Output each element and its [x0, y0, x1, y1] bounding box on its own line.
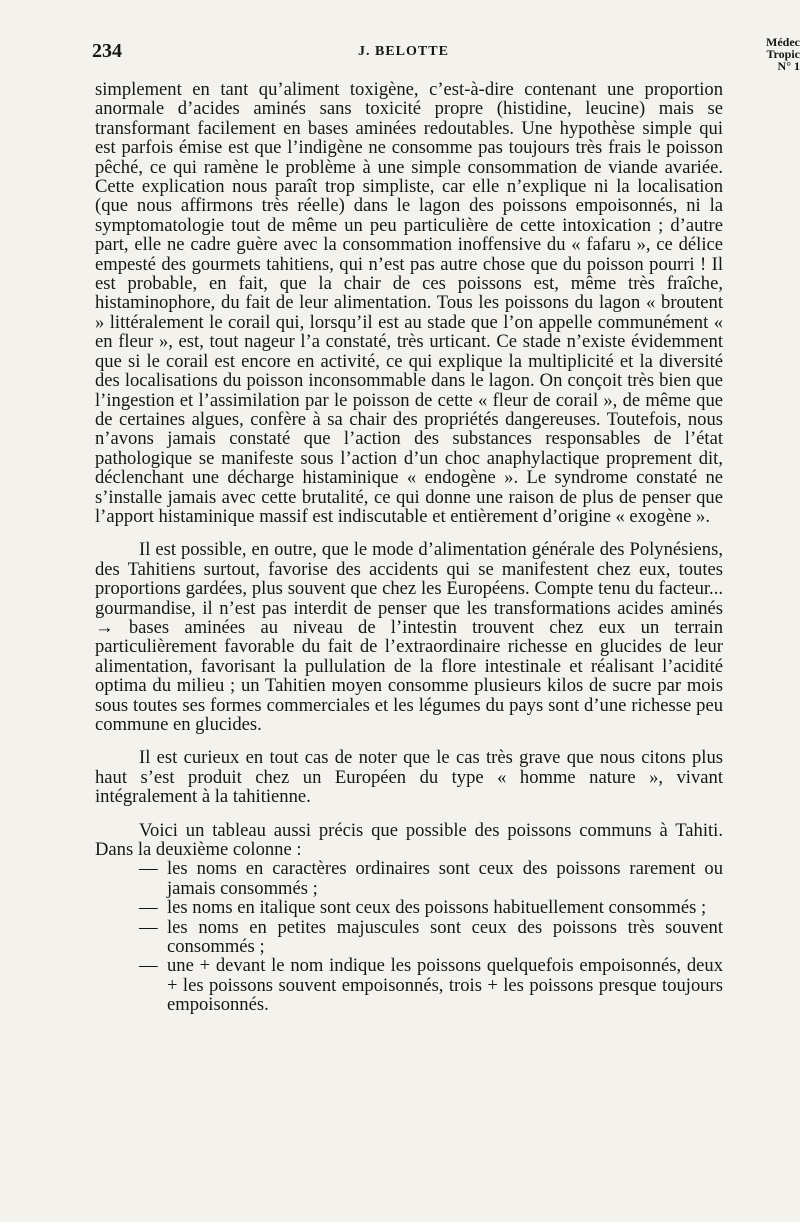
paragraph-table-intro: Voici un tableau aussi précis que possible des poissons communs à Tahiti. Dans la deuxième colonne :	[95, 819, 723, 861]
list-item	[95, 956, 723, 1014]
dash-bullet: —	[139, 897, 158, 919]
dash-bullet: —	[139, 955, 158, 977]
list-item-text: une + devant le nom indique les poissons quelquefois empoisonnés, deux + les poissons souvent empoisonnés, trois + les poissons presque toujours empoisonnés.	[167, 955, 723, 1016]
article-body	[95, 80, 723, 1015]
journal-ref-line: N° 1	[777, 59, 800, 72]
journal-reference	[742, 36, 800, 72]
journal-ref-line: Médec	[766, 36, 800, 49]
page-header	[0, 36, 800, 76]
list-item	[95, 859, 723, 898]
paragraph-continued: simplement en tant qu’aliment toxigène, c’est-à-dire contenant une proportion anormale d’acides aminés sans toxicité propre (histidine, leucine) mais se transformant facilement en bases aminées redoutables. Une hypothèse simple qui est parfois émise est que l’indigène ne consomme pas toujours très frais le poisson pêché, ce qui ramène le problème à une simple consommation de viande avariée. Cette explication nous paraît trop simpliste, car elle n’explique ni la localisation (que nous affirmons très réelle) dans le lagon des poissons empoisonnés, ni la symptomatologie tout de même un peu particulière de cette intoxication ; d’autre part, elle ne cadre guère avec la consommation inoffensive du « fafaru », ce délice empesté des gourmets tahitiens, qui n’est pas autre chose que du poisson pourri ! Il est probable, en fait, que la chair de ces poissons est, même très fraîche, histaminophore, du fait de leur alimentation. Tous les poissons du lagon « broutent » littéralement le corail qui, lorsqu’il est au stade que l’on appelle communément « en fleur », est, tout nageur l’a constaté, très urticant. Ce stade n’existe évidemment que si le corail est encore en activité, ce qui explique la multiplicité et la diversité des localisations du poisson inconsommable dans le lagon. On conçoit très bien que l’ingestion et l’assimilation par le poisson de cette « fleur de corail », de même que de certaines algues, confère à sa chair des propriétés dangereuses. Toutefois, nous n’avons jamais constaté que l’action des substances responsables de l’état pathologique se manifeste sous l’action d’un choc anaphylactique proprement dit, déclenchant une décharge histaminique « endogène ». Le syndrome constaté ne s’installe jamais avec cette brutalité, ce qui donne une raison de plus de penser que l’apport histaminique massif est indiscutable et entièrement d’origine « exogène ».	[95, 79, 723, 527]
page-number: 234	[92, 40, 122, 62]
paragraph: Il est curieux en tout cas de noter que le cas très grave que nous citons plus haut s’est produit chez un Européen du type « homme nature », vivant intégralement à la tahitienne.	[95, 747, 723, 808]
list-item-text: les noms en italique sont ceux des poissons habituellement consommés ;	[167, 897, 707, 919]
list-item-text: les noms en petites majuscules sont ceux des poissons très souvent consommés ;	[167, 916, 723, 958]
dash-bullet: —	[139, 916, 158, 938]
dash-bullet: —	[139, 858, 158, 880]
legend-list	[95, 859, 723, 1014]
list-item-text: les noms en caractères ordinaires sont ceux des poissons rarement ou jamais consommés ;	[167, 858, 723, 899]
journal-ref-line: Tropic	[766, 47, 800, 61]
list-item	[95, 918, 723, 957]
paragraph: Il est possible, en outre, que le mode d’alimentation générale des Polynésiens, des Tahitiens surtout, favorise des accidents qui se manifestent chez eux, toutes proportions gardées, plus souvent que chez les Européens. Compte tenu du facteur... gourmandise, il n’est pas interdit de penser que les transformations acides aminés → bases aminées au niveau de l’intestin trouvent chez eux un terrain particulièrement favorable du fait de l’extraordinaire richesse en glucides de leur alimentation, favorisant la pullulation de la flore intestinale et réalisant l’acidité optima du milieu ; un Tahitien moyen consomme plusieurs kilos de sucre par mois sous toutes ses formes commerciales et les légumes du pays sont d’une richesse peu commune en glucides.	[95, 539, 723, 735]
running-title: J. BELOTTE	[358, 44, 449, 59]
list-item	[95, 898, 723, 917]
